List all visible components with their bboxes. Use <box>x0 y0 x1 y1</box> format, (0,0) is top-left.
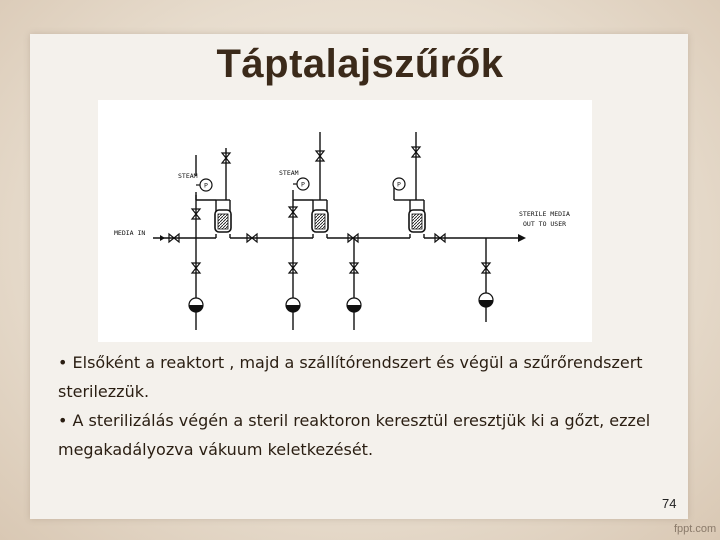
steam-label-2: STEAM <box>279 169 299 177</box>
page-number: 74 <box>662 496 677 511</box>
bullet-item: • Elsőként a reaktort , majd a szállítórendszert és végül a szűrőrendszert sterilezzük. <box>58 353 643 401</box>
filter-stage-2 <box>286 132 328 330</box>
bullet-item: • A sterilizálás végén a steril reaktoron keresztül eresztjük ki a gőzt, ezzel megakadályozva vákuum keletkezését. <box>58 411 651 459</box>
slide-title: Táptalajszűrők <box>216 42 504 86</box>
watermark: fppt.com <box>674 523 717 535</box>
sterile-media-label: STERILE MEDIA <box>519 210 570 218</box>
piping-schematic <box>98 100 592 342</box>
gauge-2-label: P <box>301 180 305 189</box>
gauge-1-label: P <box>204 181 208 190</box>
media-in-label: MEDIA IN <box>114 229 146 237</box>
filter-stage-3 <box>394 132 493 322</box>
media-line <box>153 234 518 238</box>
out-to-user-label: OUT TO USER <box>523 220 567 228</box>
gauge-3-label: P <box>397 180 401 189</box>
steam-label-1: STEAM <box>178 172 198 180</box>
drain-branch <box>347 238 361 330</box>
filter-system-diagram <box>98 100 592 342</box>
bullet-list <box>58 348 690 464</box>
